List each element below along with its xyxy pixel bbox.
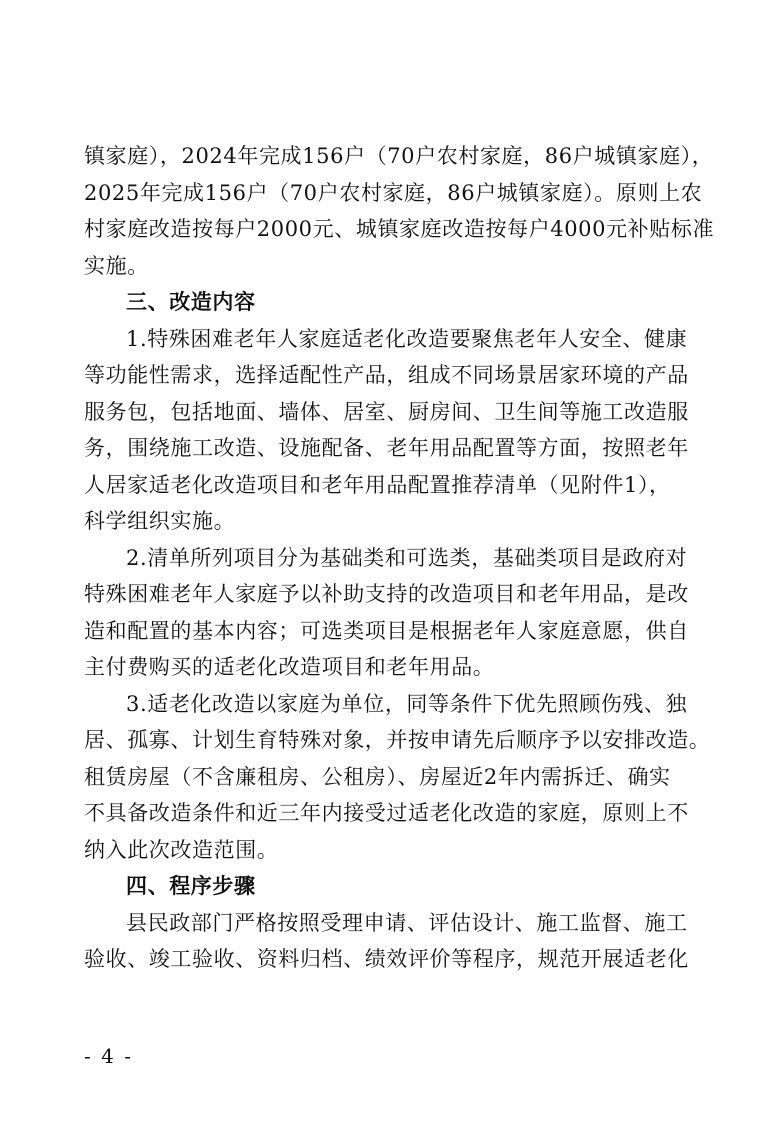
text-line: 人居家适老化改造项目和老年用品配置推荐清单（见附件1），: [84, 472, 671, 497]
text-line: 特殊困难老年人家庭予以补助支持的改造项目和老年用品，是改: [84, 582, 689, 606]
text-line: 不具备改造条件和近三年内接受过适老化改造的家庭，原则上不: [84, 801, 689, 825]
text-line: 2025年完成156户（70户农村家庭，86户城镇家庭）。原则上农: [84, 180, 703, 205]
text-line: 等功能性需求，选择适配性产品，组成不同场景居家环境的产品: [84, 363, 689, 387]
text-line: 服务包，包括地面、墙体、居室、厨房间、卫生间等施工改造服: [84, 399, 689, 424]
text-line: 镇家庭），2024年完成156户（70户农村家庭，86户城镇家庭），: [84, 144, 714, 168]
section-heading: 三、改造内容: [126, 290, 256, 314]
document-body: [84, 138, 715, 978]
page-number: - 4 -: [84, 1044, 133, 1068]
paragraph-start-line: 2.清单所列项目分为基础类和可选类，基础类项目是政府对: [126, 545, 688, 570]
text-line: 居、孤寡、计划生育特殊对象，并按申请先后顺序予以安排改造。: [84, 728, 711, 752]
paragraph-start-line: 3.适老化改造以家庭为单位，同等条件下优先照顾伤残、独: [126, 691, 688, 716]
text-line: 纳入此次改造范围。: [84, 837, 279, 862]
text-line: 主付费购买的适老化改造项目和老年用品。: [84, 655, 495, 679]
paragraph-start-line: 县民政部门严格按照受理申请、评估设计、施工监督、施工: [126, 910, 688, 935]
text-line: 租赁房屋（不含廉租房、公租房）、房屋近2年内需拆迁、确实: [84, 764, 671, 789]
text-line: 科学组织实施。: [84, 509, 236, 533]
section-heading: 四、程序步骤: [126, 874, 256, 898]
text-line: 造和配置的基本内容；可选类项目是根据老年人家庭意愿，供自: [84, 618, 689, 643]
paragraph-start-line: 1.特殊困难老年人家庭适老化改造要聚焦老年人安全、健康: [126, 326, 688, 351]
text-line: 实施。: [84, 253, 149, 278]
text-line: 务，围绕施工改造、设施配备、老年用品配置等方面，按照老年: [84, 436, 689, 460]
text-line: 村家庭改造按每户2000元、城镇家庭改造按每户4000元补贴标准: [84, 217, 715, 241]
text-line: 验收、竣工验收、资料归档、绩效评价等程序，规范开展适老化: [84, 947, 689, 971]
